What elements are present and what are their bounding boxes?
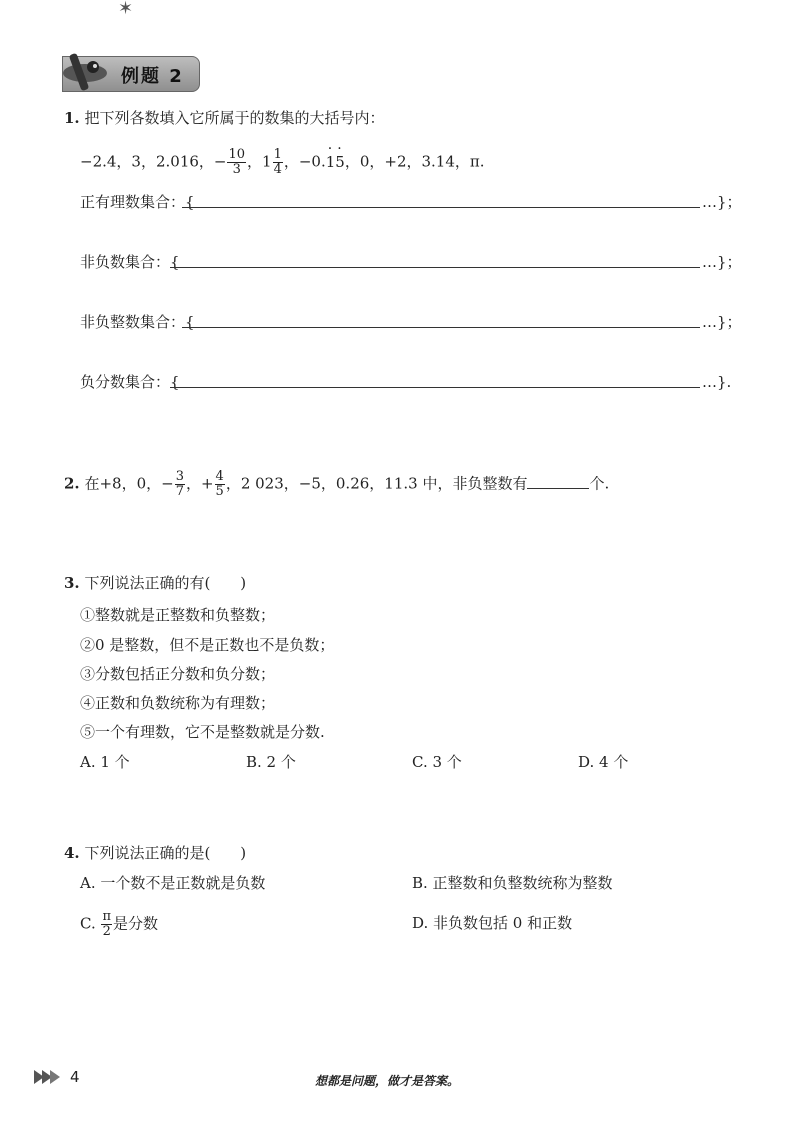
fraction-numerator: 4 [215,469,224,484]
option-d[interactable]: D. 非负数包括 0 和正数 [412,914,573,932]
double-arrow-icon [34,1068,64,1086]
option-b[interactable]: B. 正整数和负整数统称为整数 [412,874,613,892]
set-label-non-negative: 非负数集合：{ [80,253,180,271]
fraction-denominator: 4 [273,162,282,177]
option-c-prefix: C. [80,914,101,933]
fraction-numerator: 10 [228,147,246,162]
set-end: …}； [702,253,742,271]
q4-number: 4. [64,844,80,862]
set-label-non-negative-integer: 非负整数集合：{ [80,313,195,331]
fraction [101,910,112,939]
q1-numbers-part: ，0，+2，3.14，π. [344,152,485,171]
option-c[interactable]: C. 3 个 [412,753,462,771]
answer-blank[interactable] [527,474,589,489]
fraction-denominator: 3 [232,162,241,177]
statement-item: ①整数就是正整数和负整数； [80,606,276,624]
page-number: 4 [70,1068,80,1086]
q2-line [64,470,609,499]
q3-prompt: 下列说法正确的有( ) [84,574,247,592]
q1-numbers-part: ，−0. [283,152,326,171]
q3-number: 3. [64,574,80,592]
fraction-denominator: 5 [215,484,224,499]
answer-line[interactable] [182,207,700,208]
q3-prompt-line [64,573,246,593]
fraction-denominator: 7 [175,484,184,499]
option-b[interactable]: B. 2 个 [246,753,296,771]
set-label-positive-rational: 正有理数集合：{ [80,193,195,211]
fraction [273,148,283,177]
fraction-denominator: 2 [102,924,111,939]
q2-text: 在+8，0，− [84,474,174,493]
option-a[interactable]: A. 1 个 [80,753,130,771]
statement-item: ③分数包括正分数和负分数； [80,665,276,683]
option-a[interactable]: A. 一个数不是正数就是负数 [80,874,266,892]
footer-motto: 想都是问题，做才是答案。 [315,1074,460,1088]
q1-numbers-part: ，1 [247,152,272,171]
fraction [175,470,185,499]
q2-text: 个. [589,474,610,493]
fraction [227,148,246,177]
q2-text: ，2 023，−5，0.26，11.3 中，非负整数有 [225,474,528,493]
repeating-digit: · 5 [335,152,345,172]
option-d[interactable]: D. 4 个 [578,753,629,771]
q4-prompt-line [64,843,246,863]
fraction [215,470,225,499]
fraction-numerator: 1 [273,147,282,162]
set-label-negative-fraction: 负分数集合：{ [80,373,180,391]
repeating-digit: · 1 [326,152,336,172]
airplane-icon [57,47,113,95]
q1-prompt-line [64,108,384,128]
q2-text: ，+ [185,474,214,493]
q1-numbers [80,148,485,177]
option-c-suffix: 是分数 [113,914,159,933]
answer-line[interactable] [182,327,700,328]
set-end: …}； [702,313,742,331]
set-end: …}； [702,193,742,211]
q2-number: 2. [64,474,80,493]
q1-numbers-part: −2.4，3，2.016，− [80,152,227,171]
answer-line[interactable] [170,387,700,388]
statement-item: ②0 是整数，但不是正数也不是负数； [80,636,335,654]
set-end: …}. [702,373,732,391]
q1-prompt: 把下列各数填入它所属于的数集的大括号内： [84,109,385,127]
q4-prompt: 下列说法正确的是( ) [84,844,247,862]
star-decoration-icon: ✶ [118,0,134,19]
statement-item: ⑤一个有理数，它不是整数就是分数. [80,723,325,741]
option-c[interactable] [80,910,158,939]
answer-line[interactable] [170,267,700,268]
statement-item: ④正数和负数统称为有理数； [80,694,276,712]
fraction-numerator: π [102,909,112,924]
example-banner [62,56,200,92]
banner-title: 例题 2 [121,66,184,87]
fraction-numerator: 3 [175,469,184,484]
q1-number: 1. [64,109,80,127]
